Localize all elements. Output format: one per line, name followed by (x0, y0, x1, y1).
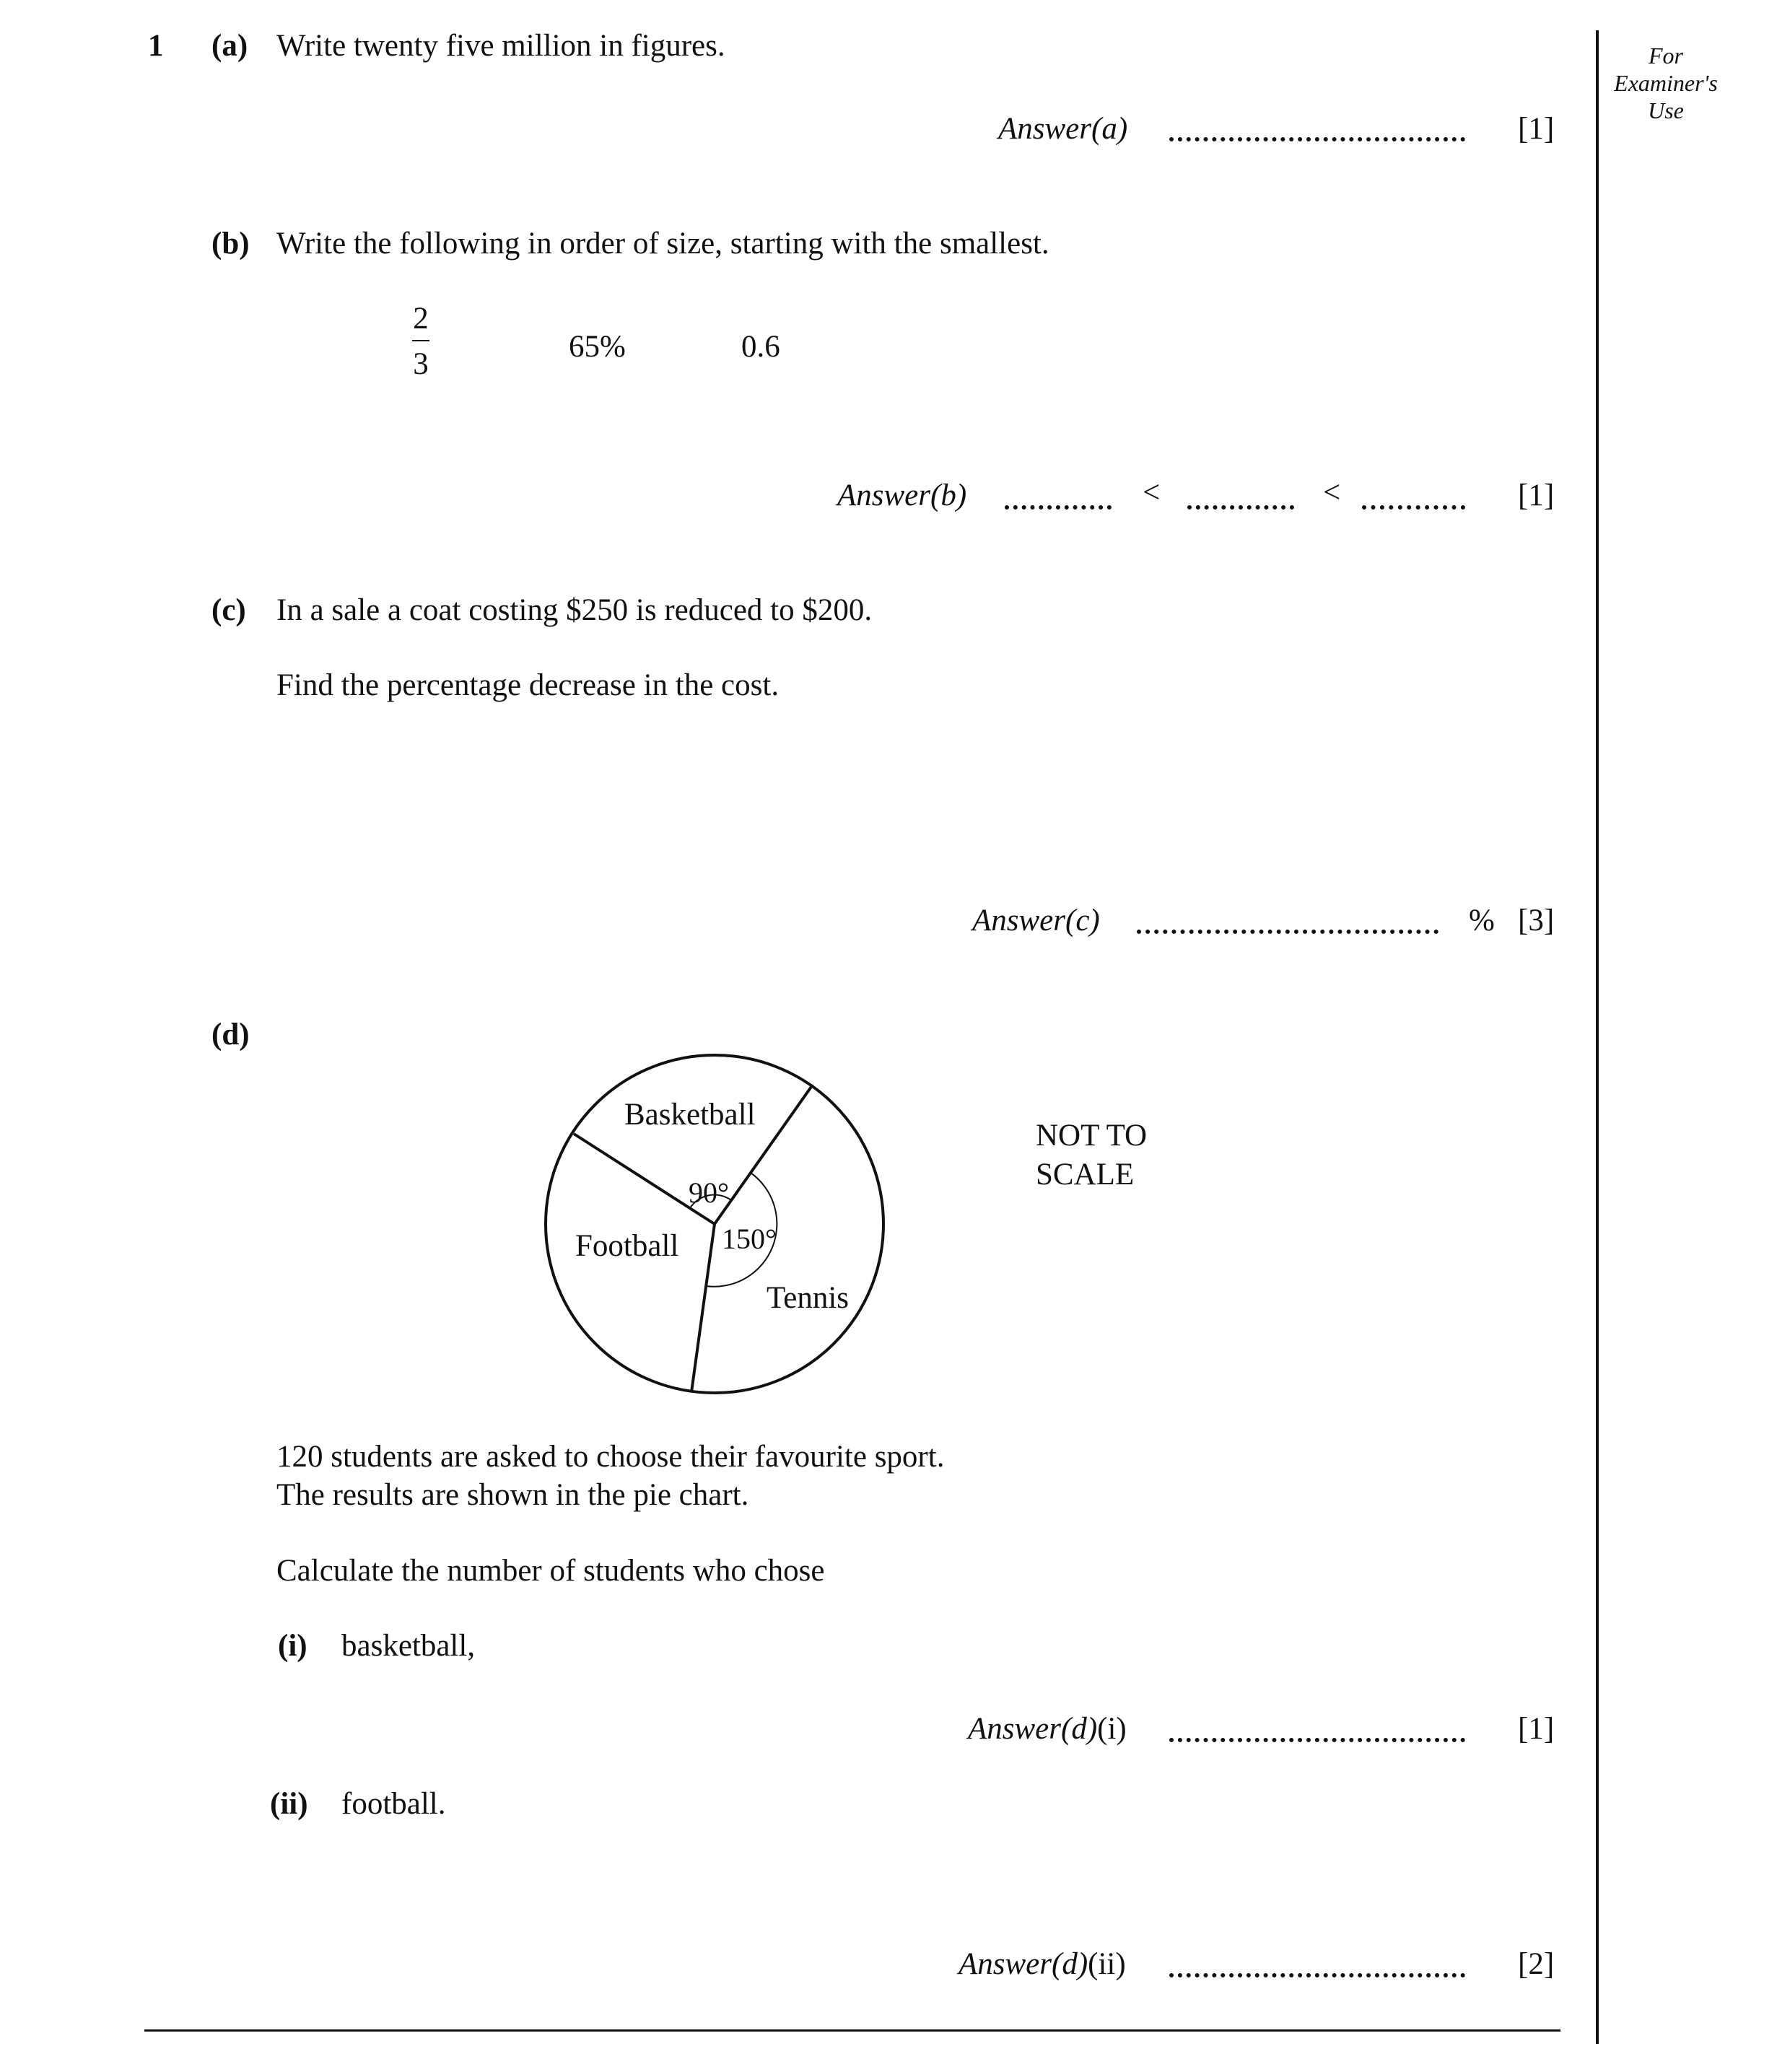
bottom-rule (144, 2029, 1560, 2032)
scale-note-2: SCALE (1036, 1158, 1135, 1192)
answer-d-ii-line[interactable] (1169, 1973, 1465, 1977)
sub-ii-label: (ii) (270, 1787, 308, 1821)
part-b-label: (b) (211, 227, 250, 261)
fraction-two-thirds (410, 303, 432, 380)
answer-d-ii (959, 1949, 1126, 1980)
less-than-2: < (1323, 476, 1341, 510)
answer-b-label: Answer(b) (837, 478, 967, 512)
pie-divider-football-tennis (691, 1224, 715, 1392)
part-c-text-1: In a sale a coat costing $250 is reduced to $200. (276, 593, 873, 627)
answer-c-label: Answer(c) (972, 904, 1100, 937)
fraction-denominator: 3 (413, 347, 429, 381)
examiner-line-3: Use (1648, 97, 1684, 123)
marks-b: [1] (1518, 478, 1555, 512)
examiner-margin-rule (1596, 30, 1599, 2044)
pie-label-football: Football (575, 1229, 679, 1263)
answer-b-line-3[interactable] (1362, 505, 1465, 510)
marks-c: [3] (1518, 904, 1555, 937)
examiner-line-2: Examiner's (1614, 70, 1718, 96)
value-percent: 65% (569, 330, 626, 364)
sub-i-text: basketball, (341, 1629, 476, 1663)
part-a-label: (a) (211, 29, 248, 63)
answer-d-i-suffix: (i) (1097, 1712, 1127, 1746)
answer-b-line-2[interactable] (1187, 505, 1294, 510)
part-d-label: (d) (211, 1018, 250, 1052)
question-number: 1 (148, 29, 164, 63)
sub-i-label: (i) (278, 1629, 307, 1663)
part-d-text-2: The results are shown in the pie chart. (276, 1478, 749, 1512)
part-d-text-1: 120 students are asked to choose their favourite sport. (276, 1440, 945, 1474)
less-than-1: < (1143, 476, 1161, 510)
answer-b-line-1[interactable] (1005, 505, 1112, 510)
answer-a-line[interactable] (1169, 137, 1465, 141)
sub-ii-text: football. (341, 1787, 446, 1821)
pie-label-basketball: Basketball (624, 1098, 756, 1132)
answer-c-line[interactable] (1137, 930, 1438, 934)
pie-label-tennis: Tennis (767, 1281, 850, 1315)
marks-a: [1] (1518, 112, 1555, 146)
marks-d-ii: [2] (1518, 1947, 1555, 1981)
answer-d-i-label: Answer(d) (968, 1712, 1098, 1746)
answer-d-ii-suffix: (ii) (1088, 1947, 1126, 1981)
unit-percent: % (1469, 904, 1495, 937)
fraction-bar (412, 340, 429, 341)
marks-d-i: [1] (1518, 1712, 1555, 1746)
pie-angle-basketball: 90° (689, 1176, 729, 1209)
scale-note-1: NOT TO (1036, 1119, 1148, 1153)
answer-d-i-line[interactable] (1169, 1738, 1465, 1742)
value-decimal: 0.6 (741, 330, 780, 364)
answer-d-ii-label: Answer(d) (959, 1947, 1088, 1981)
part-c-text-2: Find the percentage decrease in the cost. (276, 668, 780, 702)
pie-angle-tennis: 150° (722, 1223, 777, 1255)
part-b-text: Write the following in order of size, starting with the smallest. (276, 227, 1049, 261)
part-a-text: Write twenty five million in figures. (276, 29, 725, 63)
answer-a-label: Answer(a) (998, 112, 1128, 146)
examiner-line-1: For (1649, 43, 1683, 69)
pie-chart (534, 1039, 909, 1415)
answer-d-i (968, 1713, 1127, 1744)
part-d-text-3: Calculate the number of students who chose (276, 1554, 825, 1588)
part-c-label: (c) (211, 593, 246, 627)
examiner-use-label (1608, 42, 1724, 124)
fraction-numerator: 2 (413, 302, 429, 336)
